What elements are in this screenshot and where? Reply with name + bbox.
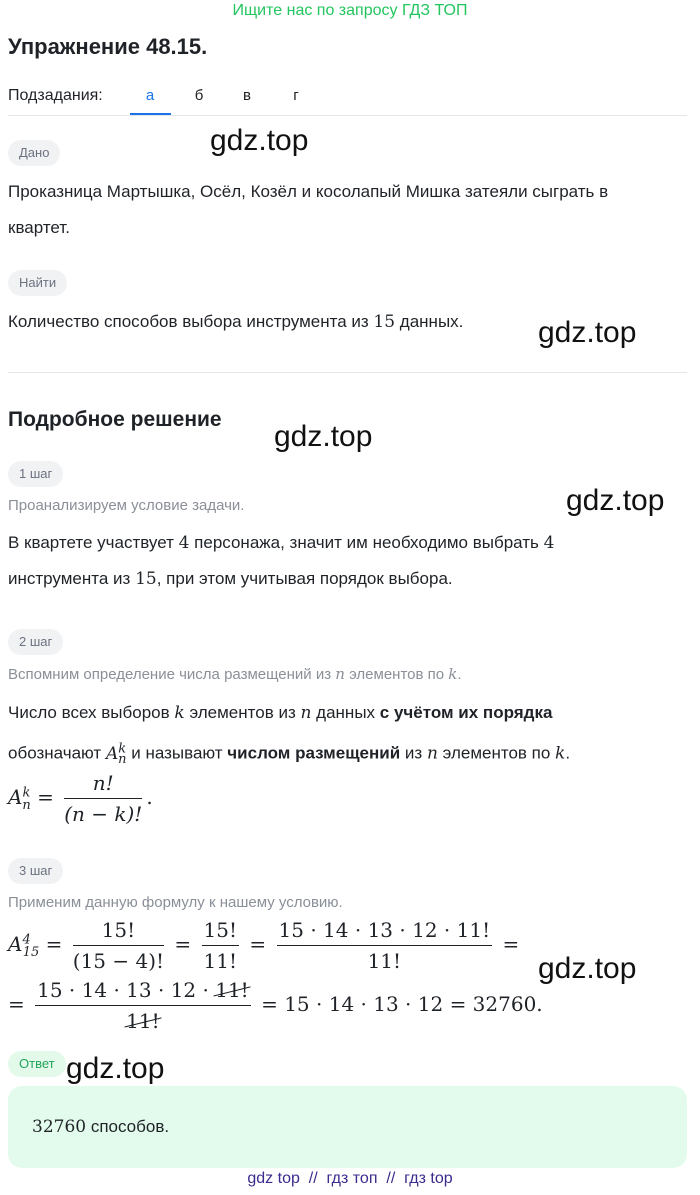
step3-f1-den: (15 − 4)! — [72, 949, 165, 973]
watermark: gdz.top — [566, 484, 665, 517]
step1-line1 — [8, 525, 554, 561]
step2-formula-den: (n − k)! — [64, 802, 143, 826]
step3-f4-den-cancelled: 11! — [126, 1009, 160, 1033]
step2-line2-a: обозначают — [8, 743, 102, 763]
find-chip: Найти — [8, 270, 67, 296]
tabs-divider — [8, 115, 687, 116]
step2-hint-b: элементов по — [349, 666, 445, 683]
step1-line1-n2: 4 — [543, 533, 555, 553]
find-text-before: Количество способов выбора инструмента из — [8, 312, 369, 331]
step1-chip: 1 шаг — [8, 461, 63, 487]
step1-line2-n: 15 — [135, 569, 157, 589]
step1-line2 — [8, 561, 453, 597]
step2-line1-a: Число всех выборов — [8, 703, 170, 722]
tab-a[interactable]: а — [145, 87, 155, 104]
step1-line1-b: персонажа, значит им необходимо выбрать — [194, 533, 539, 552]
step2-chip: 2 шаг — [8, 629, 63, 655]
subtasks-label: Подзадания: — [8, 87, 103, 104]
step2-line2-n: n — [426, 743, 438, 764]
step2-formula: $A^k_n$ = $\frac{n!}{(n - k)!}$ . — [8, 771, 153, 826]
tab-b[interactable]: б — [194, 87, 204, 104]
tab-g[interactable]: г — [293, 87, 299, 104]
step3-f2-num: 15! — [202, 918, 240, 946]
step2-line1-k: k — [174, 703, 185, 723]
step3-f3-num: 15 · 14 · 13 · 12 · 11! — [277, 918, 493, 946]
step2-line2-bold: числом размещений — [227, 743, 401, 763]
step2-line1-n: n — [300, 703, 312, 723]
find-number: 15 — [373, 312, 396, 332]
step1-line1-a: В квартете участвует — [8, 533, 174, 552]
step2-hint-n: n — [335, 665, 345, 683]
step3-chip: 3 шаг — [8, 858, 63, 884]
step3-result: = 15 · 14 · 13 · 12 = 32760. — [261, 992, 543, 1016]
given-text-line2: квартет. — [8, 218, 70, 237]
step1-line1-n1: 4 — [178, 533, 190, 553]
step2-hint: Вспомним определение числа размещений из n элементов по k. — [8, 665, 462, 683]
step2-line2-b: и называют — [131, 743, 223, 763]
step3-f1-num: 15! — [73, 918, 164, 946]
section-divider — [8, 372, 687, 373]
footer-links: gdz top // гдз топ // гдз top — [247, 1170, 453, 1187]
answer-number: 32760 — [32, 1117, 87, 1137]
step3-f4-num-cancelled: 11! — [215, 978, 249, 1002]
step2-line2-d: элементов по — [442, 743, 551, 763]
watermark: gdz.top — [538, 952, 637, 985]
top-banner: Ищите нас по запросу ГДЗ ТОП — [232, 2, 468, 19]
given-chip: Дано — [8, 140, 60, 166]
answer-label: способов. — [90, 1117, 170, 1136]
step3-f3-den: 11! — [367, 949, 402, 973]
watermark: gdz.top — [538, 316, 637, 349]
find-text-after: данных. — [399, 312, 464, 331]
watermark: gdz.top — [210, 124, 309, 157]
page-title: Упражнение 48.15. — [8, 34, 208, 59]
step2-line1-c: данных — [316, 703, 376, 722]
solution-title: Подробное решение — [8, 408, 222, 431]
step3-formula-line1: $A^4_{15}$ = $\frac{15!}{(15 - 4)!}$ = $\frac{15!}{11!}$ = $\frac{15 \cdot 14 \cdot 13 \cdot 12 \cdot 11!}{11!}$ = — [8, 918, 520, 973]
step3-hint: Применим данную формулу к нашему условию. — [8, 894, 343, 911]
given-text-line1: Проказница Мартышка, Осёл, Козёл и косолапый Мишка затеяли сыграть в — [8, 182, 609, 201]
step3-f4-num-a: 15 · 14 · 13 · 12 · — [37, 978, 209, 1002]
answer-text — [32, 1109, 169, 1145]
watermark: gdz.top — [66, 1052, 165, 1085]
step2-hint-a: Вспомним определение числа размещений из — [8, 666, 332, 683]
step2-line1-bold: с учётом их порядка — [379, 703, 553, 722]
step1-hint: Проанализируем условие задачи. — [8, 497, 245, 514]
step2-symbol-A: $A^k_n$ — [105, 741, 127, 768]
step2-hint-k: k — [448, 665, 458, 683]
step2-line2: обозначают $A^k_n$ и называют числом размещений из n элементов по k. — [8, 741, 571, 768]
step2-line2-k: k — [555, 743, 566, 764]
step1-line2-a: инструмента из — [8, 569, 131, 588]
find-text — [8, 304, 463, 340]
step2-line1-b: элементов из — [189, 703, 296, 722]
answer-chip: Ответ — [8, 1051, 66, 1077]
step1-line2-b: , при этом учитывая порядок выбора. — [156, 569, 453, 588]
step2-line2-c: из — [404, 743, 423, 763]
step2-line1 — [8, 695, 552, 731]
step2-formula-num: n! — [64, 771, 142, 799]
step3-f2-den: 11! — [203, 949, 238, 973]
step3-formula-line2: = $\frac{15 \cdot 14 \cdot 13 \cdot 12 \cdot 11!}{11!}$ = 15 · 14 · 13 · 12 = 32760. — [8, 978, 543, 1033]
tab-v[interactable]: в — [243, 87, 251, 104]
watermark: gdz.top — [274, 420, 373, 453]
